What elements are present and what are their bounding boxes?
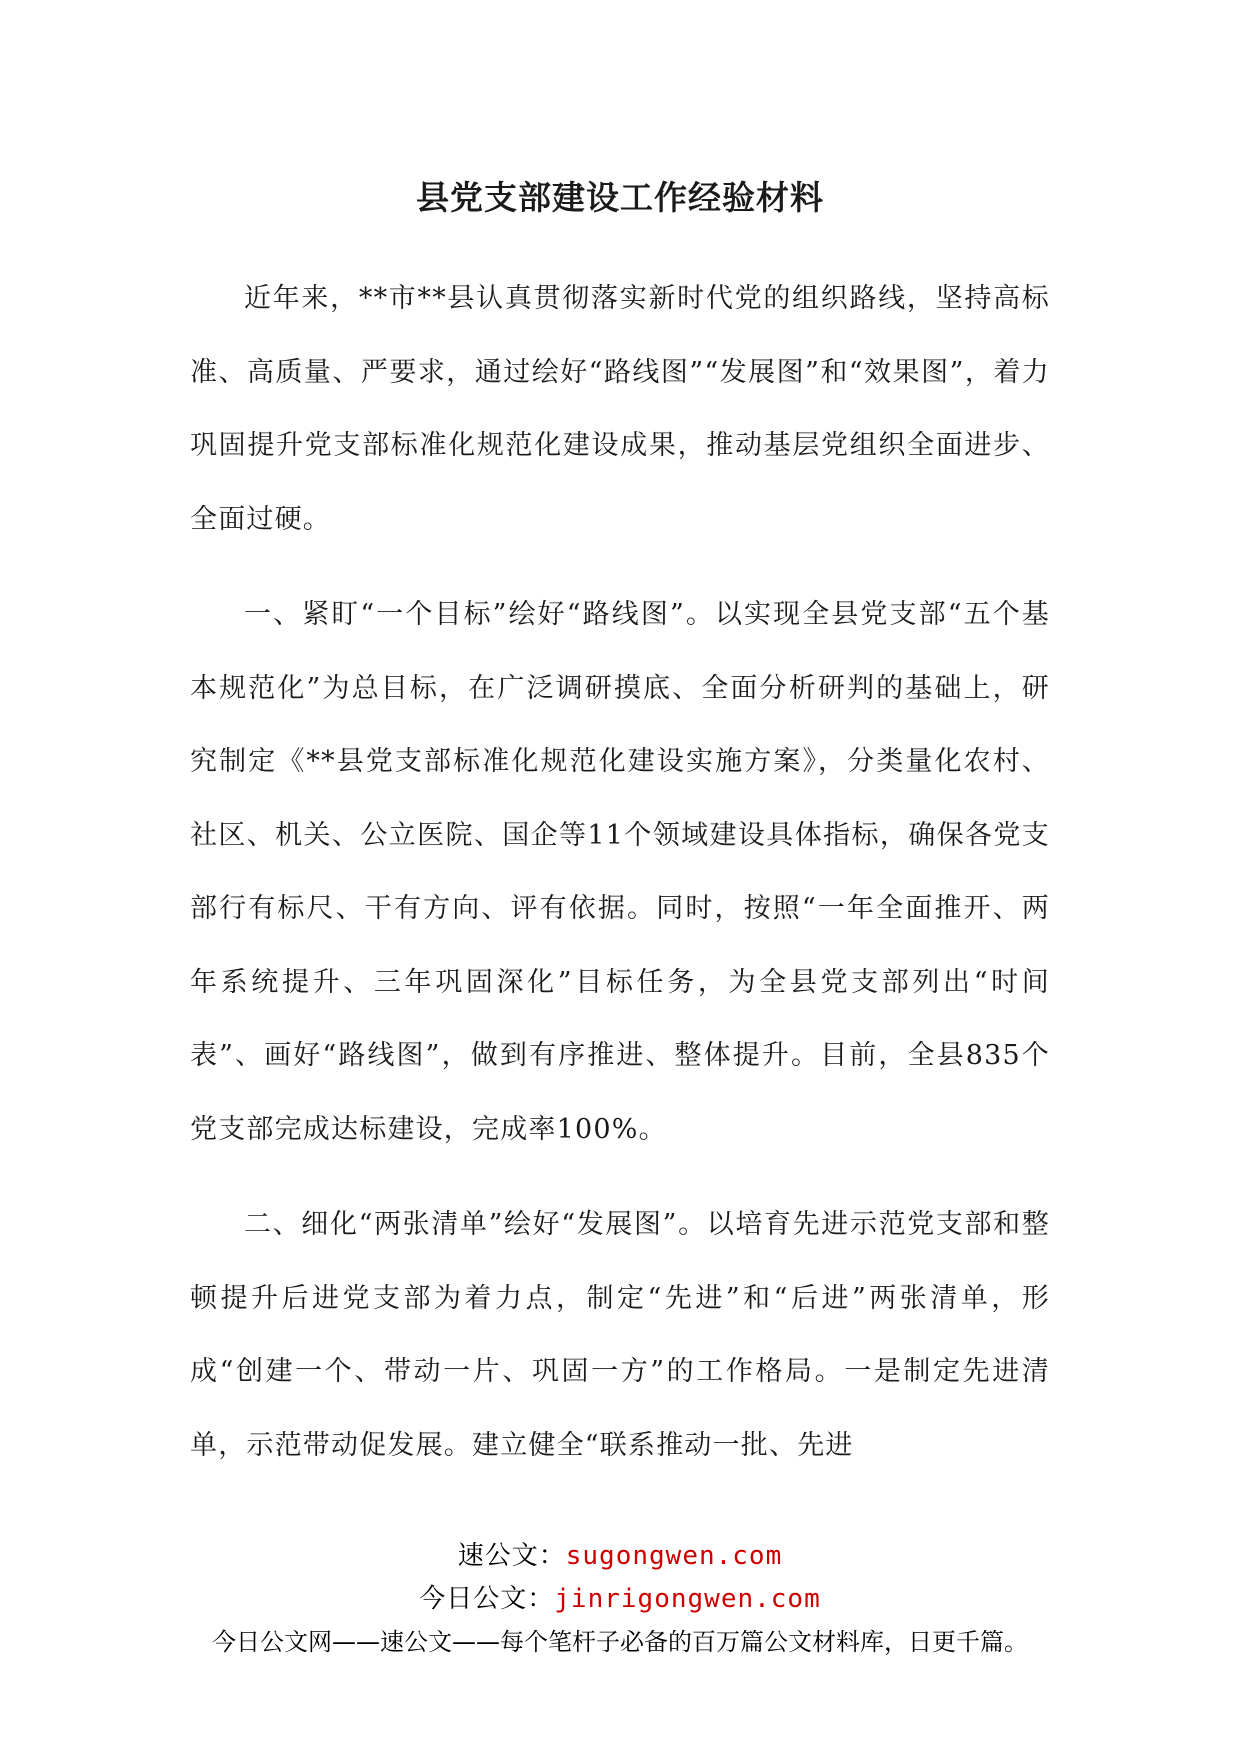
footer-slogan: 今日公文网——速公文——每个笔杆子必备的百万篇公文材料库，日更千篇。	[212, 1628, 1028, 1656]
paragraph-section-two: 二、细化“两张清单”绘好“发展图”。以培育先进示范党支部和整顿提升后进党支部为着力点，制定“先进”和“后进”两张清单，形成“创建一个、带动一片、巩固一方”的工作格局。一是制定先进清单，示范带动促发展。建立健全“联系推动一批、先进	[190, 1209, 1050, 1461]
footer-jinrigongwen-label: 今日公文：	[419, 1584, 555, 1614]
document-body	[190, 262, 1050, 1504]
paragraph-section-one: 一、紧盯“一个目标”绘好“路线图”。以实现全县党支部“五个基本规范化”为总目标，在广泛调研摸底、全面分析研判的基础上，研究制定《**县党支部标准化规范化建设实施方案》，分类量化农村、社区、机关、公立医院、国企等11个领域建设具体指标，确保各党支部行有标尺、干有方向、评有依据。同时，按照“一年全面推开、两年系统提升、三年巩固深化”目标任务，为全县党支部列出“时间表”、画好“路线图”，做到有序推进、整体提升。目前，全县835个党支部完成达标建设，完成率100%。	[190, 599, 1050, 1145]
footer-jinrigongwen-link[interactable]: jinrigongwen.com	[554, 1584, 821, 1614]
document-title: 县党支部建设工作经验材料	[416, 178, 824, 217]
paragraph-intro: 近年来，**市**县认真贯彻落实新时代党的组织路线，坚持高标准、高质量、严要求，通过绘好“路线图”“发展图”和“效果图”，着力巩固提升党支部标准化规范化建设成果，推动基层党组织全面进步、全面过硬。	[190, 283, 1050, 535]
footer-jinrigongwen	[0, 1578, 1240, 1615]
footer-sugongwen	[0, 1535, 1240, 1572]
footer-sugongwen-label: 速公文：	[457, 1541, 566, 1571]
footer-sugongwen-link[interactable]: sugongwen.com	[565, 1541, 783, 1571]
